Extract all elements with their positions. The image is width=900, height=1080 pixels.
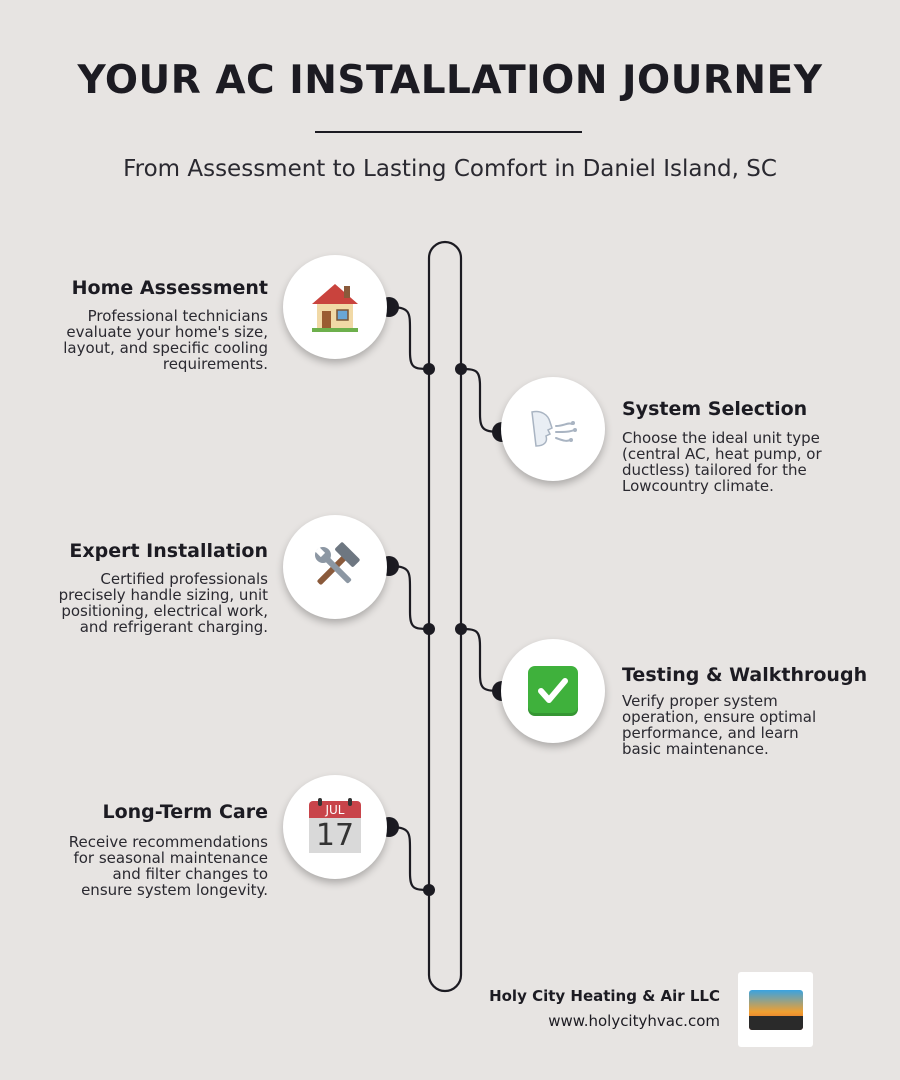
step-icon-circle xyxy=(283,515,387,619)
step-title: System Selection xyxy=(622,398,808,420)
node-dot xyxy=(455,363,467,375)
step-description-line: Choose the ideal unit type xyxy=(622,429,820,447)
step-description-line: Professional technicians xyxy=(87,307,268,325)
step-description-line: basic maintenance. xyxy=(622,740,769,758)
node-dot xyxy=(423,884,435,896)
company-logo xyxy=(738,972,813,1047)
hammer-wrench-icon xyxy=(308,540,362,594)
node-dot xyxy=(455,623,467,635)
timeline-track xyxy=(429,242,461,991)
step-description xyxy=(69,834,268,898)
check-mark-icon xyxy=(528,666,578,716)
step-description-line: positioning, electrical work, xyxy=(61,602,268,620)
node-dot xyxy=(423,623,435,635)
wind-face-icon xyxy=(526,402,580,456)
step-icon-circle xyxy=(501,377,605,481)
step-description-line: operation, ensure optimal xyxy=(622,708,817,726)
step-icon-circle xyxy=(283,775,387,879)
step-description-line: layout, and specific cooling xyxy=(63,339,268,357)
house-icon xyxy=(308,280,362,334)
page-subtitle: From Assessment to Lasting Comfort in Daniel Island, SC xyxy=(123,156,777,182)
step-description-line: Verify proper system xyxy=(622,692,778,710)
step-description-line: Receive recommendations xyxy=(68,833,268,851)
step-description-line: Certified professionals xyxy=(100,570,268,588)
calendar-month: JUL xyxy=(309,801,361,818)
calendar-day: 17 xyxy=(309,818,361,853)
step-icon-circle xyxy=(501,639,605,743)
step-description-line: precisely handle sizing, unit xyxy=(58,586,268,604)
step-description-line: ensure system longevity. xyxy=(81,881,268,899)
connector-step-2 xyxy=(461,369,502,432)
step-description xyxy=(63,308,268,372)
connector-step-1 xyxy=(389,307,429,369)
step-description-line: and refrigerant charging. xyxy=(79,618,268,636)
page-title: YOUR AC INSTALLATION JOURNEY xyxy=(77,58,823,103)
step-description-line: requirements. xyxy=(162,355,268,373)
step-description-line: evaluate your home's size, xyxy=(66,323,268,341)
step-icon-circle xyxy=(283,255,387,359)
step-description xyxy=(59,571,268,635)
step-description-line: and filter changes to xyxy=(112,865,268,883)
node-dot xyxy=(423,363,435,375)
step-description xyxy=(622,693,816,757)
step-title: Testing & Walkthrough xyxy=(622,664,868,686)
calendar-icon xyxy=(309,801,361,853)
step-title: Expert Installation xyxy=(69,540,268,562)
step-title: Long-Term Care xyxy=(102,801,268,823)
step-description-line: (central AC, heat pump, or xyxy=(622,445,822,463)
connector-step-5 xyxy=(389,827,429,890)
connector-step-3 xyxy=(389,566,429,629)
step-description-line: Lowcountry climate. xyxy=(622,477,774,495)
connector-step-4 xyxy=(461,629,502,691)
step-description-line: for seasonal maintenance xyxy=(73,849,268,867)
step-description-line: performance, and learn xyxy=(622,724,799,742)
company-url[interactable]: www.holycityhvac.com xyxy=(548,1012,720,1030)
step-description-line: ductless) tailored for the xyxy=(622,461,807,479)
calendar-ring xyxy=(318,798,322,806)
calendar-ring xyxy=(348,798,352,806)
company-name: Holy City Heating & Air LLC xyxy=(489,987,720,1005)
step-title: Home Assessment xyxy=(71,277,268,299)
logo-image xyxy=(749,990,803,1030)
step-description xyxy=(622,430,822,494)
